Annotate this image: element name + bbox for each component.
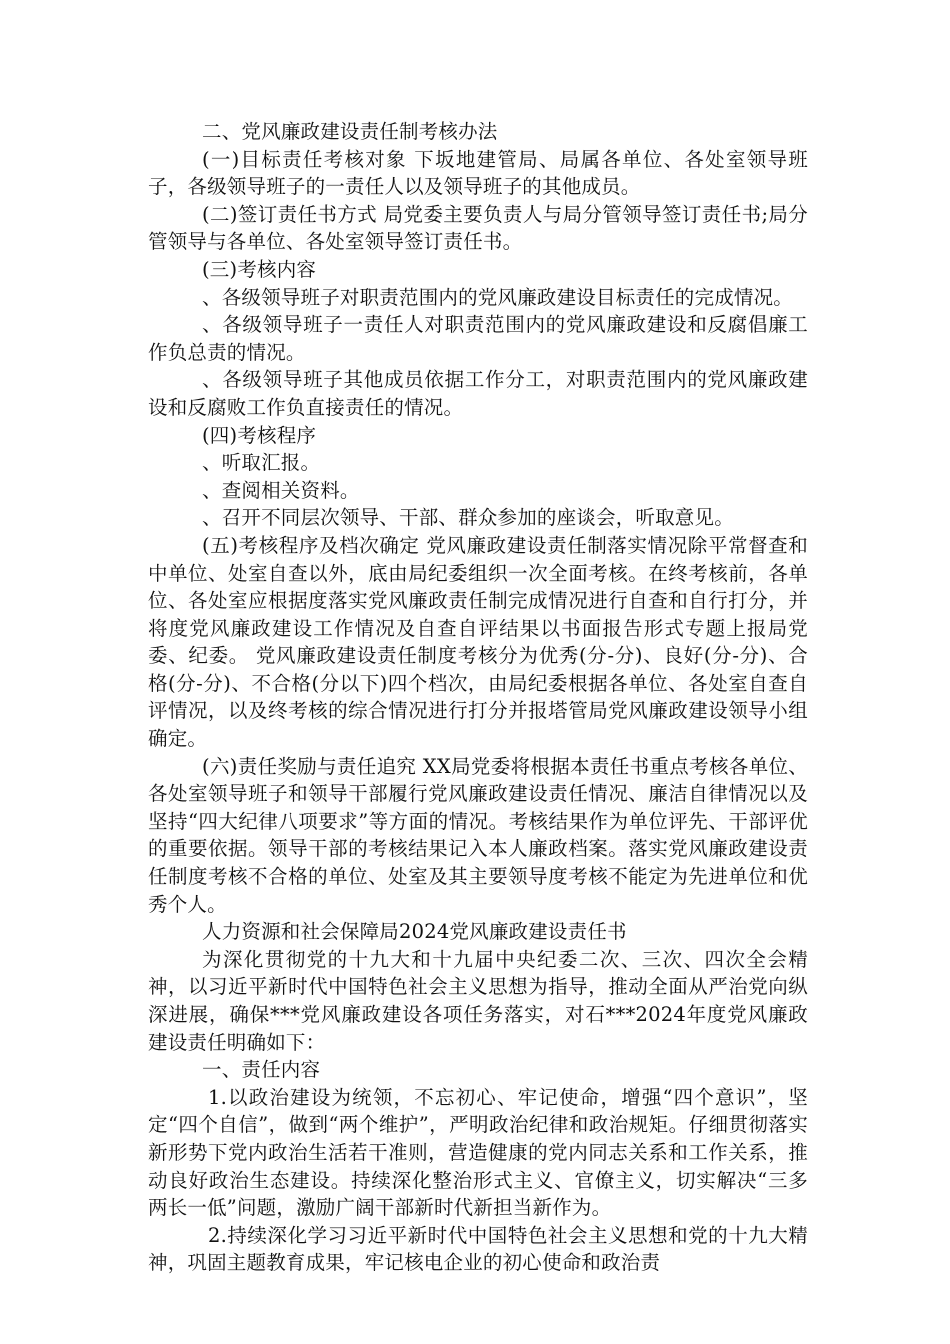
subheading: (三)考核内容 [202, 257, 317, 281]
list-item: 、查阅相关资料。 [202, 478, 360, 502]
paragraph: (一)目标责任考核对象 下坂地建管局、局属各单位、各处室领导班子，各级领导班子的一责任人以及领导班子的其他成员。 [148, 147, 808, 199]
paragraph: (六)责任奖励与责任追究 XX局党委将根据本责任书重点考核各单位、各处室领导班子和领导干部履行党风廉政建设责任情况、廉洁自律情况以及坚持“四大纪律八项要求”等方面的情况。考核结果作为单位评先、干部评优的重要依据。领导干部的考核结果记入本人廉政档案。落实党风廉政建设责任制度考核不合格的单位、处室及其主要领导度考核不能定为先进单位和优秀个人。 [148, 754, 808, 916]
document-title: 人力资源和社会保障局2024党风廉政建设责任书 [202, 920, 627, 944]
section-heading: 二、党风廉政建设责任制考核办法 [202, 120, 498, 143]
section-heading: 一、责任内容 [202, 1058, 321, 1082]
list-item: 、各级领导班子一责任人对职责范围内的党风廉政建设和反腐倡廉工作负总责的情况。 [148, 313, 808, 364]
document-body [148, 118, 808, 1277]
list-item: 、各级领导班子其他成员依据工作分工，对职责范围内的党风廉政建设和反腐败工作负直接责任的情况。 [148, 368, 808, 419]
paragraph: (五)考核程序及档次确定 党风廉政建设责任制落实情况除平常督查和中单位、处室自查以外，底由局纪委组织一次全面考核。在终考核前，各单位、各处室应根据度落实党风廉政责任制完成情况进行自查和自行打分，并将度党风廉政建设工作情况及自查自评结果以书面报告形式专题上报局党委、纪委。 党风廉政建设责任制度考核分为优秀(分-分)、良好(分-分)、合格(分-分)、不合格(分以下)四个档次，由局纪委根据各单位、各处室自查自评情况，以及终考核的综合情况进行打分并报塔管局党风廉政建设领导小组确定。 [148, 533, 808, 751]
list-item: 、召开不同层次领导、干部、群众参加的座谈会，听取意见。 [202, 506, 734, 530]
paragraph: (二)签订责任书方式 局党委主要负责人与局分管领导签订责任书;局分管领导与各单位、各处室领导签订责任书。 [148, 202, 808, 254]
list-item: 、听取汇报。 [202, 451, 321, 475]
paragraph: 1.以政治建设为统领，不忘初心、牢记使命，增强“四个意识”，坚定“四个自信”，做到“两个维护”，严明政治纪律和政治规矩。仔细贯彻落实新形势下党内政治生活若干准则，营造健康的党内同志关系和工作关系，推动良好政治生态建设。持续深化整治形式主义、官僚主义，切实解决“三多两长一低”问题，激励广阔干部新时代新担当新作为。 [148, 1085, 808, 1220]
paragraph: 2.持续深化学习习近平新时代中国特色社会主义思想和党的十九大精神，巩固主题教育成果，牢记核电企业的初心使命和政治责 [148, 1223, 808, 1275]
subheading: (四)考核程序 [202, 423, 317, 447]
list-item: 、各级领导班子对职责范围内的党风廉政建设目标责任的完成情况。 [202, 285, 794, 309]
paragraph: 为深化贯彻党的十九大和十九届中央纪委二次、三次、四次全会精神，以习近平新时代中国特色社会主义思想为指导，推动全面从严治党向纵深进展，确保***党风廉政建设各项任务落实，对石***2024年度党风廉政建设责任明确如下： [148, 947, 808, 1054]
